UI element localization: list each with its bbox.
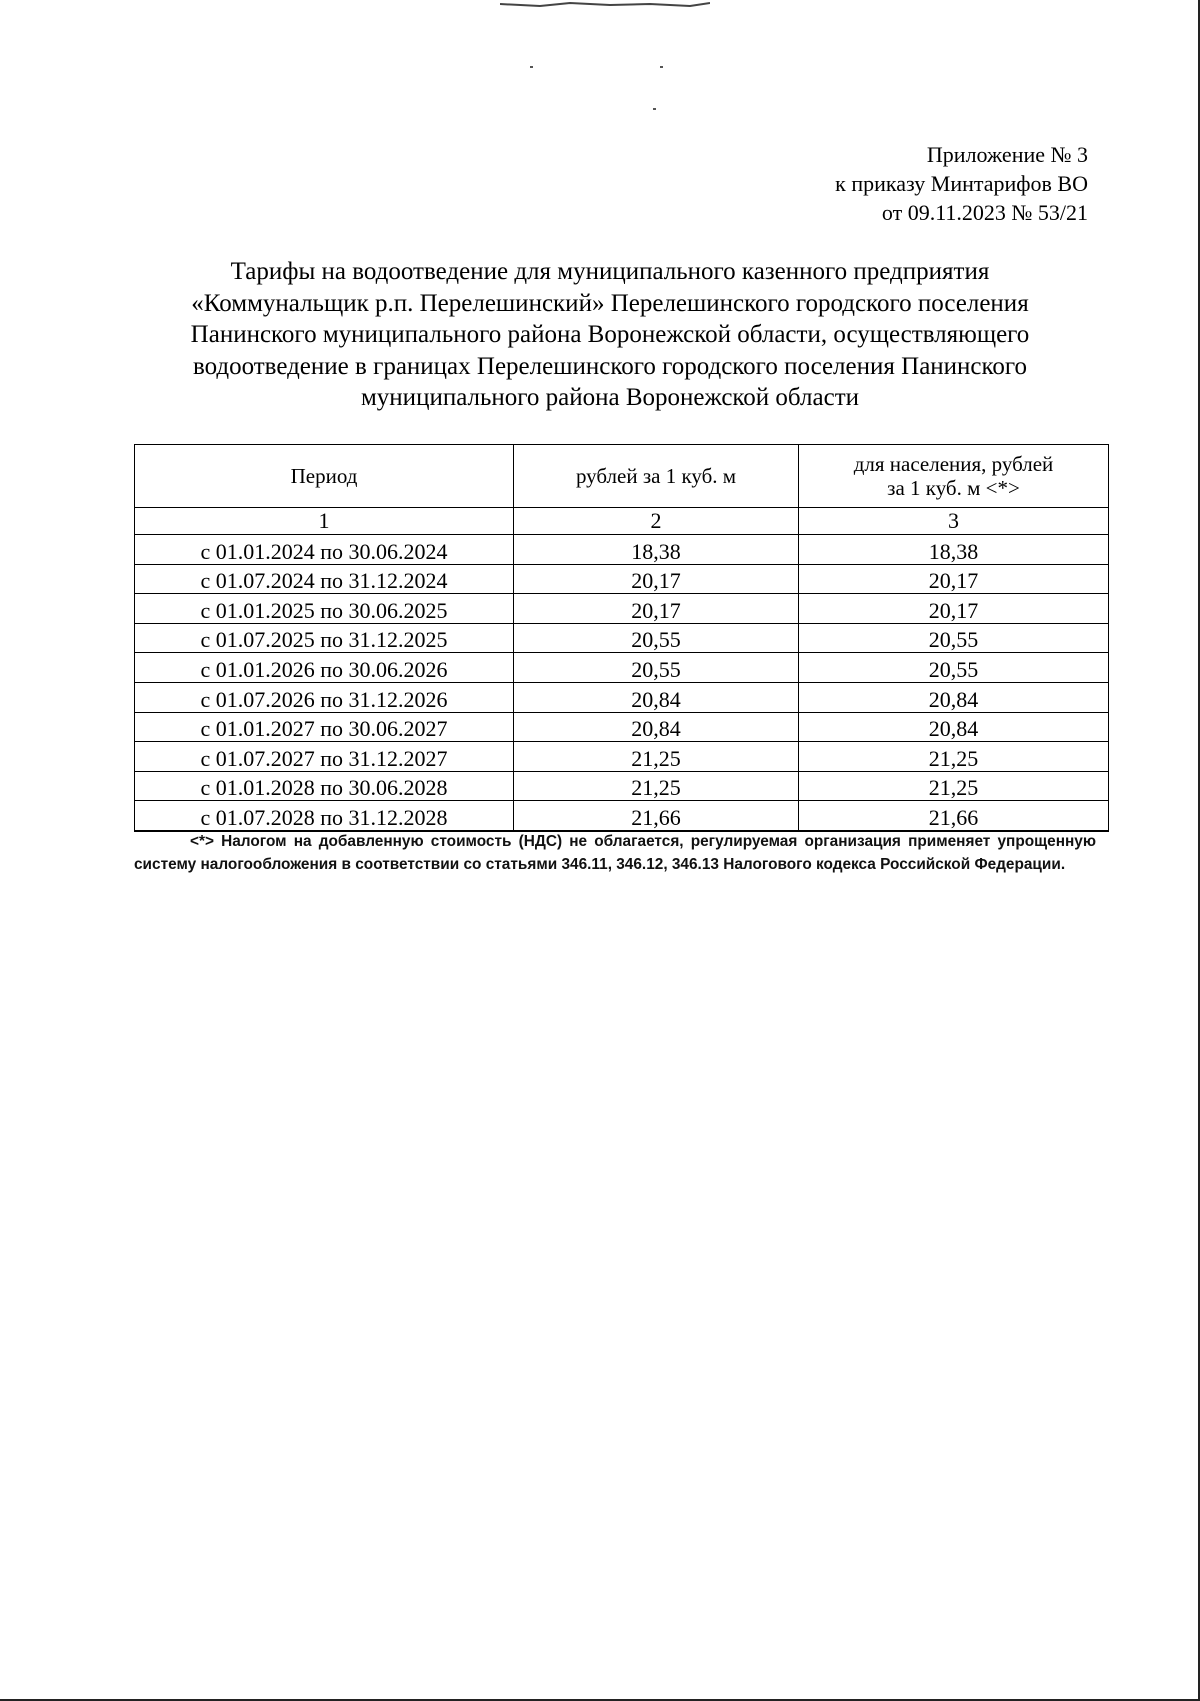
population-cell: 18,38	[799, 535, 1109, 565]
table-row	[135, 742, 1109, 772]
table-row	[135, 682, 1109, 712]
table-header-row	[135, 445, 1109, 508]
population-cell: 20,17	[799, 594, 1109, 624]
title-line: «Коммунальщик р.п. Перелешинский» Перелешинского городского поселения	[191, 289, 1029, 317]
table-row	[135, 653, 1109, 683]
table-row	[135, 594, 1109, 624]
period-cell: с 01.07.2026 по 31.12.2026	[135, 682, 514, 712]
column-number: 1	[135, 508, 514, 535]
column-number-row	[135, 508, 1109, 535]
appendix-reference	[835, 140, 1088, 227]
population-cell: 21,25	[799, 742, 1109, 772]
scan-speck	[660, 66, 663, 68]
rub-cell: 20,17	[514, 594, 799, 624]
population-cell: 20,84	[799, 682, 1109, 712]
population-cell: 20,55	[799, 623, 1109, 653]
header-population-line: за 1 куб. м <*>	[887, 476, 1020, 500]
scan-speck	[653, 108, 656, 110]
appendix-date: от 09.11.2023 № 53/21	[881, 200, 1088, 225]
population-cell: 20,17	[799, 564, 1109, 594]
table-row	[135, 623, 1109, 653]
period-cell: с 01.07.2025 по 31.12.2025	[135, 623, 514, 653]
table-row	[135, 712, 1109, 742]
population-cell: 20,84	[799, 712, 1109, 742]
rub-cell: 20,55	[514, 653, 799, 683]
title-line: водоотведение в границах Перелешинского городского поселения Панинского	[192, 352, 1028, 380]
population-cell: 21,25	[799, 771, 1109, 801]
scan-artifact	[500, 0, 710, 12]
title-line: Панинского муниципального района Воронежской области, осуществляющего	[190, 321, 1030, 348]
title-line: муниципального района Воронежской области	[360, 384, 859, 411]
header-rub-per-cubic-meter: рублей за 1 куб. м	[514, 445, 799, 508]
rub-cell: 21,25	[514, 771, 799, 801]
document-title	[130, 256, 1090, 414]
column-number: 3	[799, 508, 1109, 535]
period-cell: с 01.01.2026 по 30.06.2026	[135, 653, 514, 683]
vat-footnote: <*> Налогом на добавленную стоимость (НДС) не облагается, регулируемая организация применяет упрощенную систему налогообложения в соответствии со статьями 346.11, 346.12, 346.13 Налогового кодекса Российской Федерации.	[134, 833, 1096, 873]
appendix-number: Приложение № 3	[926, 142, 1088, 167]
rub-cell: 18,38	[514, 535, 799, 565]
rub-cell: 21,66	[514, 801, 799, 831]
period-cell: с 01.07.2024 по 31.12.2024	[135, 564, 514, 594]
header-period: Период	[135, 445, 514, 508]
period-cell: с 01.01.2025 по 30.06.2025	[135, 594, 514, 624]
title-line: Тарифы на водоотведение для муниципального казенного предприятия	[230, 258, 990, 285]
period-cell: с 01.01.2024 по 30.06.2024	[135, 535, 514, 565]
header-population-line: для населения, рублей	[853, 452, 1054, 476]
tariff-table	[134, 444, 1109, 832]
rub-cell: 20,17	[514, 564, 799, 594]
period-cell: с 01.01.2027 по 30.06.2027	[135, 712, 514, 742]
period-cell: с 01.07.2027 по 31.12.2027	[135, 742, 514, 772]
rub-cell: 20,55	[514, 623, 799, 653]
period-cell: с 01.01.2028 по 30.06.2028	[135, 771, 514, 801]
table-row	[135, 801, 1109, 831]
rub-cell: 21,25	[514, 742, 799, 772]
rub-cell: 20,84	[514, 682, 799, 712]
column-number: 2	[514, 508, 799, 535]
table-row	[135, 564, 1109, 594]
population-cell: 21,66	[799, 801, 1109, 831]
appendix-order: к приказу Минтарифов ВО	[835, 171, 1088, 196]
table-row	[135, 771, 1109, 801]
header-population-rate	[799, 445, 1109, 508]
population-cell: 20,55	[799, 653, 1109, 683]
scan-speck	[530, 66, 533, 68]
period-cell: с 01.07.2028 по 31.12.2028	[135, 801, 514, 831]
rub-cell: 20,84	[514, 712, 799, 742]
table-row	[135, 535, 1109, 565]
